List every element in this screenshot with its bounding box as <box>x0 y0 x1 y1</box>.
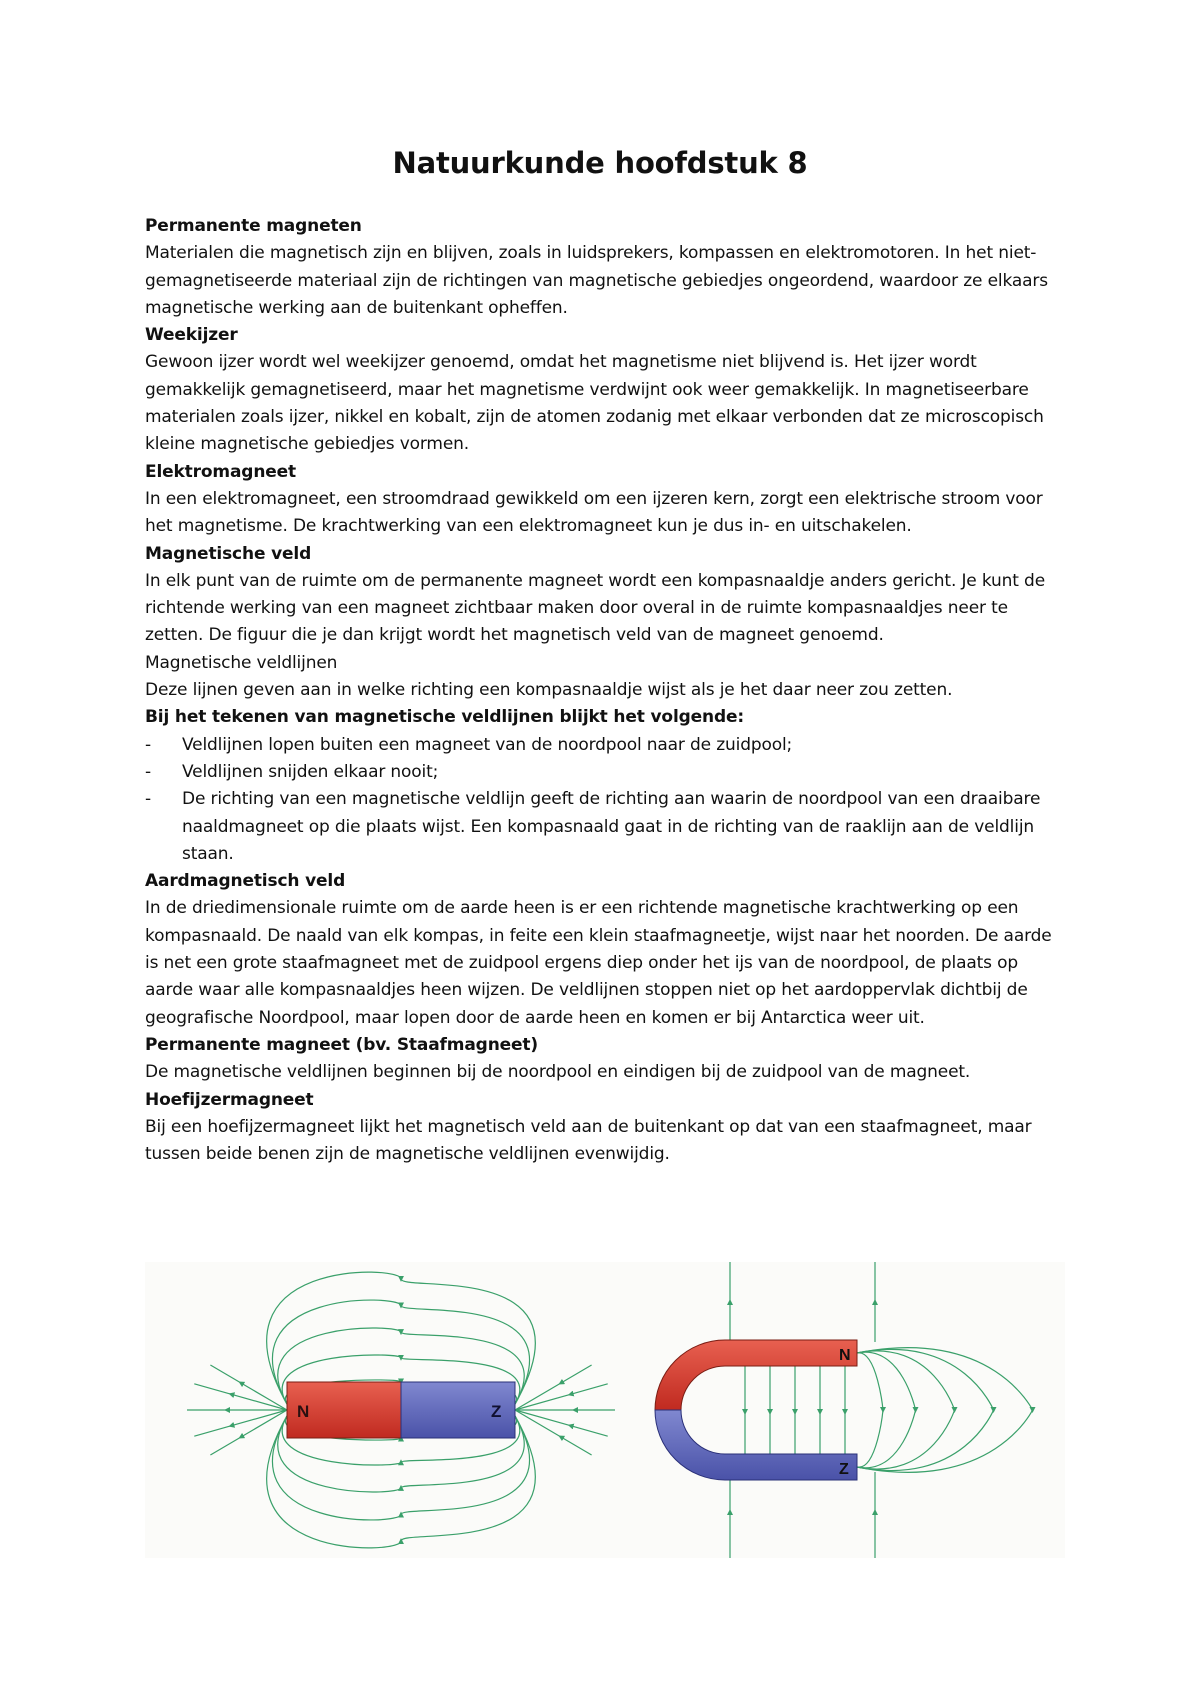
field-line <box>194 1384 287 1410</box>
field-line <box>210 1410 287 1455</box>
document-body <box>145 213 1065 1168</box>
field-line <box>515 1365 592 1410</box>
field-line <box>515 1410 592 1455</box>
section-body-aardmagnetisch-veld: In de driedimensionale ruimte om de aarde heen is er een richtende magnetische krachtwerking op een kompasnaald. De naald van elk kompas, in feite een klein staafmagneetje, wijst naar het noorden. De aarde is net een grote staafmagneet met de zuidpool ergens diep onder het ijs van de noordpool, de plaats op aarde waar alle kompasnaaldjes heen wijzen. De veldlijnen stoppen niet op het aardoppervlak dichtbij de geografische Noordpool, maar lopen door de aarde heen en komen er bij Antarctica weer uit. <box>145 898 1052 1028</box>
bullet-dash: - <box>145 734 151 755</box>
horseshoe-magnet <box>655 1340 857 1480</box>
bullet-dash: - <box>145 789 151 810</box>
list-item <box>145 786 1065 868</box>
section-heading-aardmagnetisch-veld: Aardmagnetisch veld <box>145 871 346 892</box>
field-line <box>194 1410 287 1436</box>
section-body-permanente-magneten: Materialen die magnetisch zijn en blijven, zoals in luidsprekers, kompassen en elektromotoren. In het niet-gemagnetiseerde materiaal zijn de richtingen van magnetische gebiedjes ongeordend, waardoor ze elkaars magnetische werking aan de buitenkant opheffen. <box>145 243 1048 318</box>
bar-magnet-north-label: N <box>297 1402 310 1421</box>
veldlijnen-list <box>145 732 1065 868</box>
section-body-hoefijzermagneet: Bij een hoefijzermagneet lijkt het magnetisch veld aan de buitenkant op dat van een staafmagneet, maar tussen beide benen zijn de magnetische veldlijnen evenwijdig. <box>145 1116 1032 1165</box>
field-line <box>857 1352 916 1468</box>
bullet-dash: - <box>145 761 151 782</box>
list-item-text: Veldlijnen lopen buiten een magneet van de noordpool naar de zuidpool; <box>182 734 793 755</box>
section-body-permanente-magneet: De magnetische veldlijnen beginnen bij de noordpool en eindigen bij de zuidpool van de magneet. <box>145 1062 971 1083</box>
bar-magnet-south-label: Z <box>491 1402 502 1421</box>
list-item <box>145 759 1065 786</box>
section-heading-elektromagneet: Elektromagneet <box>145 461 297 482</box>
list-intro: Bij het tekenen van magnetische veldlijnen blijkt het volgende: <box>145 707 745 728</box>
horseshoe-field-lines <box>730 1262 1033 1558</box>
field-line <box>857 1351 955 1469</box>
section-body-veldlijnen: Deze lijnen geven aan in welke richting een kompasnaaldje wijst als je het daar neer zou zetten. <box>145 680 953 701</box>
list-item-text: De richting van een magnetische veldlijn geeft de richting aan waarin de noordpool van een draaibare naaldmagneet op die plaats wijst. Een kompasnaald gaat in de richting van de raaklijn aan de veldlijn staan. <box>182 789 1041 864</box>
horseshoe-south-label: Z <box>839 1461 849 1478</box>
magnet-field-illustration <box>145 1262 1065 1558</box>
page-title: Natuurkunde hoofdstuk 8 <box>392 146 808 180</box>
horseshoe-south-arm <box>655 1410 857 1480</box>
section-heading-permanente-magneten: Permanente magneten <box>145 216 362 236</box>
section-subheading-veldlijnen: Magnetische veldlijnen <box>145 652 338 673</box>
section-heading-weekijzer: Weekijzer <box>145 325 238 346</box>
section-heading-magnetische-veld: Magnetische veld <box>145 543 312 564</box>
section-body-elektromagneet: In een elektromagneet, een stroomdraad gewikkeld om een ijzeren kern, zorgt een elektrische stroom voor het magnetisme. De krachtwerking van een elektromagneet kun je dus in- en uitschakelen. <box>145 488 1043 537</box>
magnet-field-figure <box>145 1262 1065 1558</box>
section-heading-permanente-magneet: Permanente magneet (bv. Staafmagneet) <box>145 1034 539 1055</box>
field-line <box>515 1384 608 1410</box>
section-body-magnetische-veld: In elk punt van de ruimte om de permanente magneet wordt een kompasnaaldje anders gericht. Je kunt de richtende werking van een magneet zichtbaar maken door overal in de ruimte kompasnaaldjes neer te zetten. De figuur die je dan krijgt wordt het magnetisch veld van de magneet genoemd. <box>145 570 1046 646</box>
field-line <box>515 1410 608 1436</box>
horseshoe-north-label: N <box>839 1347 851 1364</box>
bar-magnet <box>287 1382 515 1438</box>
field-line <box>857 1353 883 1467</box>
field-line <box>210 1365 287 1410</box>
list-item <box>145 732 1065 759</box>
horseshoe-north-arm <box>655 1340 857 1410</box>
section-body-weekijzer: Gewoon ijzer wordt wel weekijzer genoemd, omdat het magnetisme niet blijvend is. Het ijzer wordt gemakkelijk gemagnetiseerd, maar het magnetisme verdwijnt ook weer gemakkelijk. In magnetiseerbare materialen zoals ijzer, nikkel en kobalt, zijn de atomen zodanig met elkaar verbonden dat ze microscopisch kleine magnetische gebiedjes vormen. <box>145 352 1044 455</box>
section-heading-hoefijzermagneet: Hoefijzermagneet <box>145 1089 314 1110</box>
list-item-text: Veldlijnen snijden elkaar nooit; <box>182 761 439 782</box>
